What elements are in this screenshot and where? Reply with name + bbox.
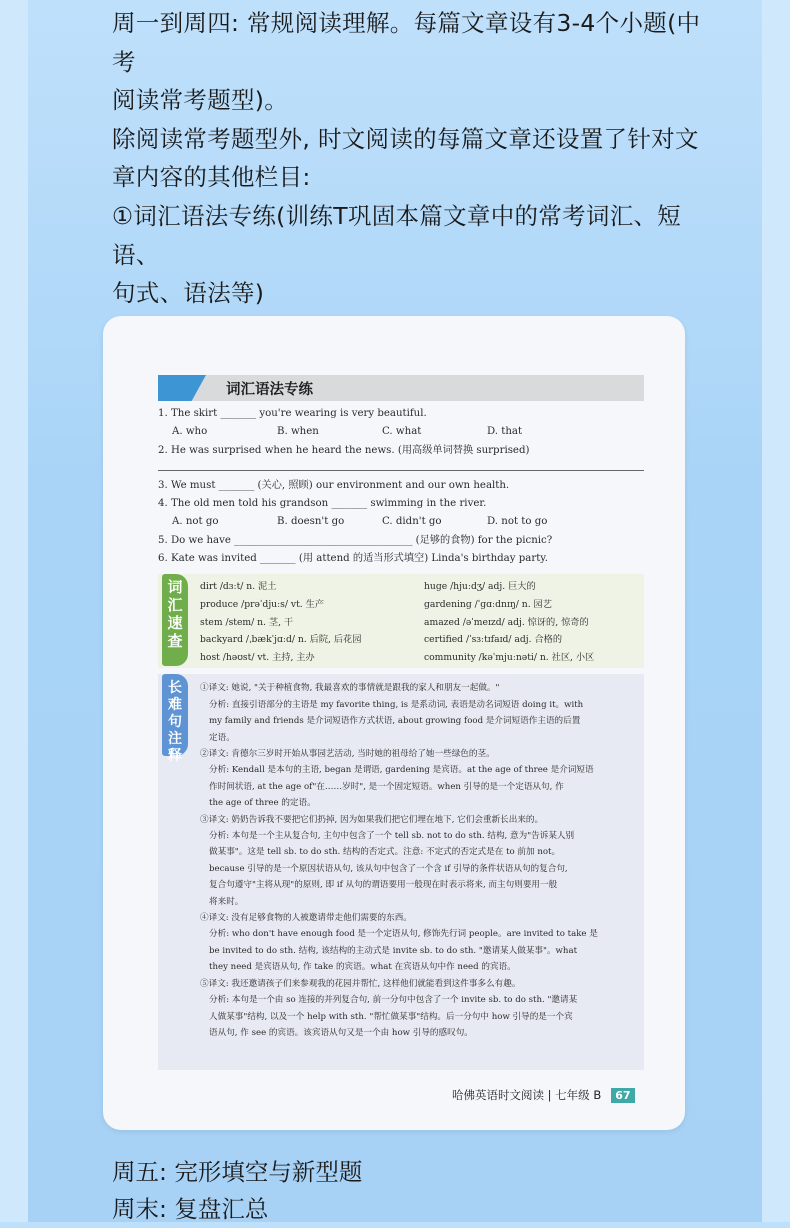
schedule-text: [112, 1154, 362, 1228]
question-4: 4. The old men told his grandson _______ swimming in the river.: [158, 498, 487, 510]
question-5: 5. Do we have ___________________________________ (足够的食物) for the picnic?: [158, 534, 553, 546]
note-line: the age of three 的定语。: [209, 798, 316, 809]
vocab-item: produce /prəˈdjuːs/ vt. 生产: [200, 598, 325, 610]
vocab-item: certified /ˈsɜːtɪfaɪd/ adj. 合格的: [424, 634, 563, 646]
question-6: 6. Kate was invited _______ (用 attend 的适当形式填空) Linda's birthday party.: [158, 553, 548, 565]
vocab-item: host /həʊst/ vt. 主持, 主办: [200, 651, 315, 663]
vocab-grid: [200, 578, 640, 666]
vocab-box: [158, 574, 644, 668]
vocab-item: community /kəˈmjuːnəti/ n. 社区, 小区: [424, 651, 595, 663]
section-tab-decoration: [158, 375, 206, 401]
vocab-item: stem /stem/ n. 茎, 干: [200, 616, 294, 628]
note-line: they need 是宾语从句, 作 take 的宾语。what 在宾语从句中作 need 的宾语。: [209, 962, 516, 973]
option: B. when: [277, 426, 319, 438]
note-line: 作时间状语, at the age of"在……岁时", 是一个固定短语。when 引导的是一个定语从句, 作: [209, 781, 564, 792]
notes-body: [200, 680, 632, 1041]
note-line: 分析: who don't have enough food 是一个定语从句, 修饰先行词 people。are invited to take 是: [209, 929, 598, 940]
note-line: 分析: 直接引语部分的主语是 my favorite thing, is 是系动词, 表语是动名词短语 doing it。with: [209, 699, 584, 710]
schedule-line: 周末: 复盘汇总: [112, 1195, 269, 1223]
option: B. doesn't go: [277, 516, 345, 528]
page-number: 67: [611, 1088, 634, 1103]
note-line: 分析: 本句是一个主从复合句, 主句中包含了一个 tell sb. not to do sth. 结构, 意为"告诉某人别: [209, 831, 575, 842]
exercise-list: [158, 405, 644, 568]
note-line: because 引导的是一个原因状语从句, 该从句中包含了一个含 if 引导的条件状语从句的复合句,: [209, 863, 568, 874]
option: A. not go: [172, 516, 219, 528]
note-line: 做某事"。这是 tell sb. to do sth. 结构的否定式。注意: 不定式的否定式是在 to 前加 not。: [209, 847, 561, 858]
note-line: 分析: Kendall 是本句的主语, began 是谓语, gardening 是宾语。at the age of three 是介词短语: [209, 765, 594, 776]
note-line: ④译文: 没有足够食物的人被邀请带走他们需要的东西。: [200, 913, 412, 924]
note-line: 复合句遵守"主将从现"的原则, 即 if 从句的谓语要用一般现在时表示将来, 而主句则要用一般: [209, 880, 558, 891]
section-title: 词汇语法专练: [226, 382, 313, 398]
notes-box: [158, 674, 644, 1070]
question-3: 3. We must _______ (关心, 照顾) our environment and our own health.: [158, 479, 510, 491]
intro-line: 章内容的其他栏目:: [112, 163, 311, 192]
right-edge-strip: [762, 0, 790, 1222]
intro-line: ①词汇语法专练(训练T巩固本篇文章中的常考词汇、短语、: [112, 201, 682, 269]
note-line: 分析: 本句是一个由 so 连接的并列复合句, 前一分句中包含了一个 invite sb. to do sth. "邀请某: [209, 995, 578, 1006]
question-2: 2. He was surprised when he heard the news. (用高级单词替换 surprised): [158, 444, 530, 456]
note-line: 定语。: [209, 732, 235, 743]
notes-label-text: 长难句注释: [168, 680, 182, 765]
option: A. who: [172, 426, 208, 438]
vocab-item: gardening /ˈɡɑːdnɪŋ/ n. 园艺: [424, 598, 552, 610]
question-1-options: [158, 423, 644, 441]
note-line: ②译文: 肯德尔三岁时开始从事园艺活动, 当时她的祖母给了她一些绿色的茎。: [200, 749, 495, 759]
question-1: 1. The skirt _______ you're wearing is very beautiful.: [158, 408, 427, 419]
vocab-item: backyard /ˌbækˈjɑːd/ n. 后院, 后花园: [200, 634, 362, 646]
note-line: 人做某事"结构, 以及一个 help with sth. "帮忙做某事"结构。后一分句中 how 引导的是一个宾: [209, 1011, 573, 1022]
vocab-label: [162, 574, 188, 666]
note-line: be invited to do sth. 结构, 该结构的主动式是 invite sb. to do sth. "邀请某人做某事"。what: [209, 945, 578, 956]
intro-line: 周一到周四: 常规阅读理解。每篇文章设有3-4个小题(中考: [112, 9, 701, 76]
option: D. that: [487, 426, 523, 438]
book-title: 哈佛英语时文阅读 | 七年级 B: [452, 1088, 602, 1102]
vocab-item: amazed /əˈmeɪzd/ adj. 惊讶的, 惊奇的: [424, 616, 589, 628]
schedule-line: 周五: 完形填空与新型题: [112, 1158, 363, 1186]
vocab-item: huge /hjuːdʒ/ adj. 巨大的: [424, 581, 536, 593]
note-line: ⑤译文: 我还邀请孩子们来参观我的花园并帮忙, 这样他们就能看到这件事多么有趣。: [200, 978, 521, 989]
answer-line: [158, 460, 644, 471]
left-edge-strip: [0, 0, 28, 1222]
note-line: 将来时。: [209, 896, 244, 907]
section-header: [158, 375, 644, 401]
note-line: ③译文: 奶奶告诉我不要把它们扔掉, 因为如果我们把它们埋在地下, 它们会重新长出来的。: [200, 814, 544, 825]
book-page: [158, 375, 644, 1105]
option: C. didn't go: [382, 516, 442, 528]
page-footer: [452, 1087, 635, 1103]
note-line: ①译文: 她说, "关于种植食物, 我最喜欢的事情就是跟我的家人和朋友一起做。": [200, 683, 500, 694]
note-line: my family and friends 是介词短语作方式状语, about growing food 是介词短语作主语的后置: [209, 716, 581, 727]
note-line: 语从句, 作 see 的宾语。该宾语从句又是一个由 how 引导的感叹句。: [209, 1027, 473, 1038]
vocab-item: dirt /dɜːt/ n. 泥土: [200, 581, 277, 593]
intro-line: 除阅读常考题型外, 时文阅读的每篇文章还设置了针对文: [112, 124, 699, 153]
intro-line: 阅读常考题型)。: [112, 86, 289, 115]
vocab-label-text: 词汇速查: [167, 578, 183, 651]
option: C. what: [382, 426, 422, 438]
question-4-options: [158, 513, 644, 531]
intro-line: 句式、语法等): [112, 279, 265, 308]
notes-label: [162, 674, 188, 765]
option: D. not to go: [487, 516, 548, 528]
